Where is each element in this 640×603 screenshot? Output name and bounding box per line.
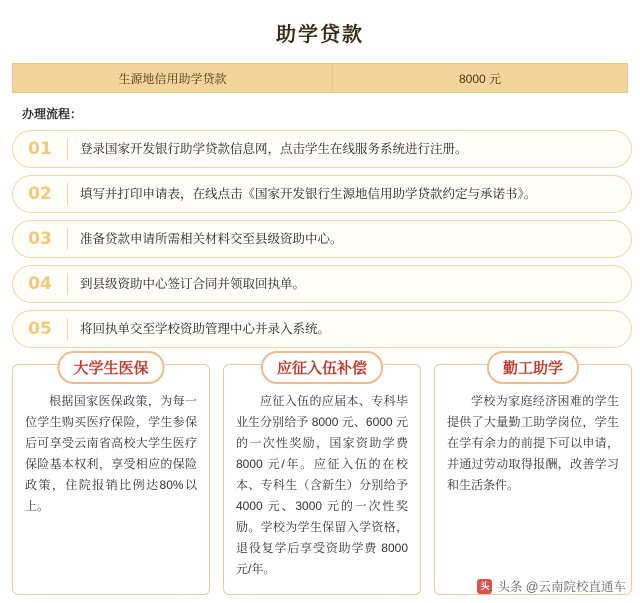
- watermark: [477, 577, 626, 595]
- info-card: [434, 360, 632, 595]
- step-text: 准备贷款申请所需相关材料交至县级资助中心。: [80, 231, 343, 246]
- step-number: 04: [28, 274, 52, 294]
- loan-amount-cell: 8000 元: [333, 64, 627, 92]
- card-body: 学校为家庭经济困难的学生提供了大量勤工助学岗位，学生在学有余力的前提下可以申请，并通过劳动取得报酬，改善学习和生活条件。: [447, 394, 619, 492]
- toutiao-logo-icon: 头: [477, 579, 492, 594]
- step-text: 到县级资助中心签订合同并领取回执单。: [80, 276, 306, 291]
- card-body: 根据国家医保政策，为每一位学生购买医疗保险，学生参保后可享受云南省高校大学生医疗保险基本权利，享受相应的保险政策，住院报销比例达80%以上。: [25, 394, 197, 513]
- page-title: 助学贷款: [276, 24, 364, 46]
- step-text: 登录国家开发银行助学贷款信息网，点击学生在线服务系统进行注册。: [80, 141, 468, 156]
- step-item: [12, 265, 632, 303]
- watermark-text: 头条 @云南院校直通车: [497, 580, 626, 594]
- step-item: [12, 130, 632, 168]
- top-spacer: [0, 0, 640, 4]
- loan-amount-table: [12, 63, 628, 93]
- step-item: [12, 310, 632, 348]
- process-steps-list: [12, 130, 632, 348]
- step-number: 03: [28, 229, 52, 249]
- step-number: 02: [28, 184, 52, 204]
- card-title: 大学生医保: [57, 351, 164, 384]
- card-title: 勤工助学: [487, 351, 579, 384]
- info-card: [223, 360, 421, 595]
- step-text: 将回执单交至学校资助管理中心并录入系统。: [80, 321, 331, 336]
- info-card: [12, 360, 210, 595]
- step-item: [12, 175, 632, 213]
- step-item: [12, 220, 632, 258]
- step-number: 01: [28, 139, 52, 159]
- card-title: 应征入伍补偿: [261, 351, 383, 384]
- loan-type-cell: 生源地信用助学贷款: [13, 64, 333, 92]
- process-label: 办理流程：: [22, 107, 83, 121]
- card-body: 应征入伍的应届本、专科毕业生分别给予 8000 元、6000 元的一次性奖励，国家资助学费 8000 元/年。应征入伍的在校本、专科生（含新生）分别给予 4000 元、3000 元的一次性奖励。学校为学生保留入学资格，退役复学后享受资助学费 8000 元/年。: [236, 394, 408, 576]
- step-number: 05: [28, 319, 52, 339]
- step-text: 填写并打印申请表，在线点击《国家开发银行生源地信用助学贷款约定与承诺书》。: [80, 186, 537, 201]
- info-cards-row: [12, 360, 632, 595]
